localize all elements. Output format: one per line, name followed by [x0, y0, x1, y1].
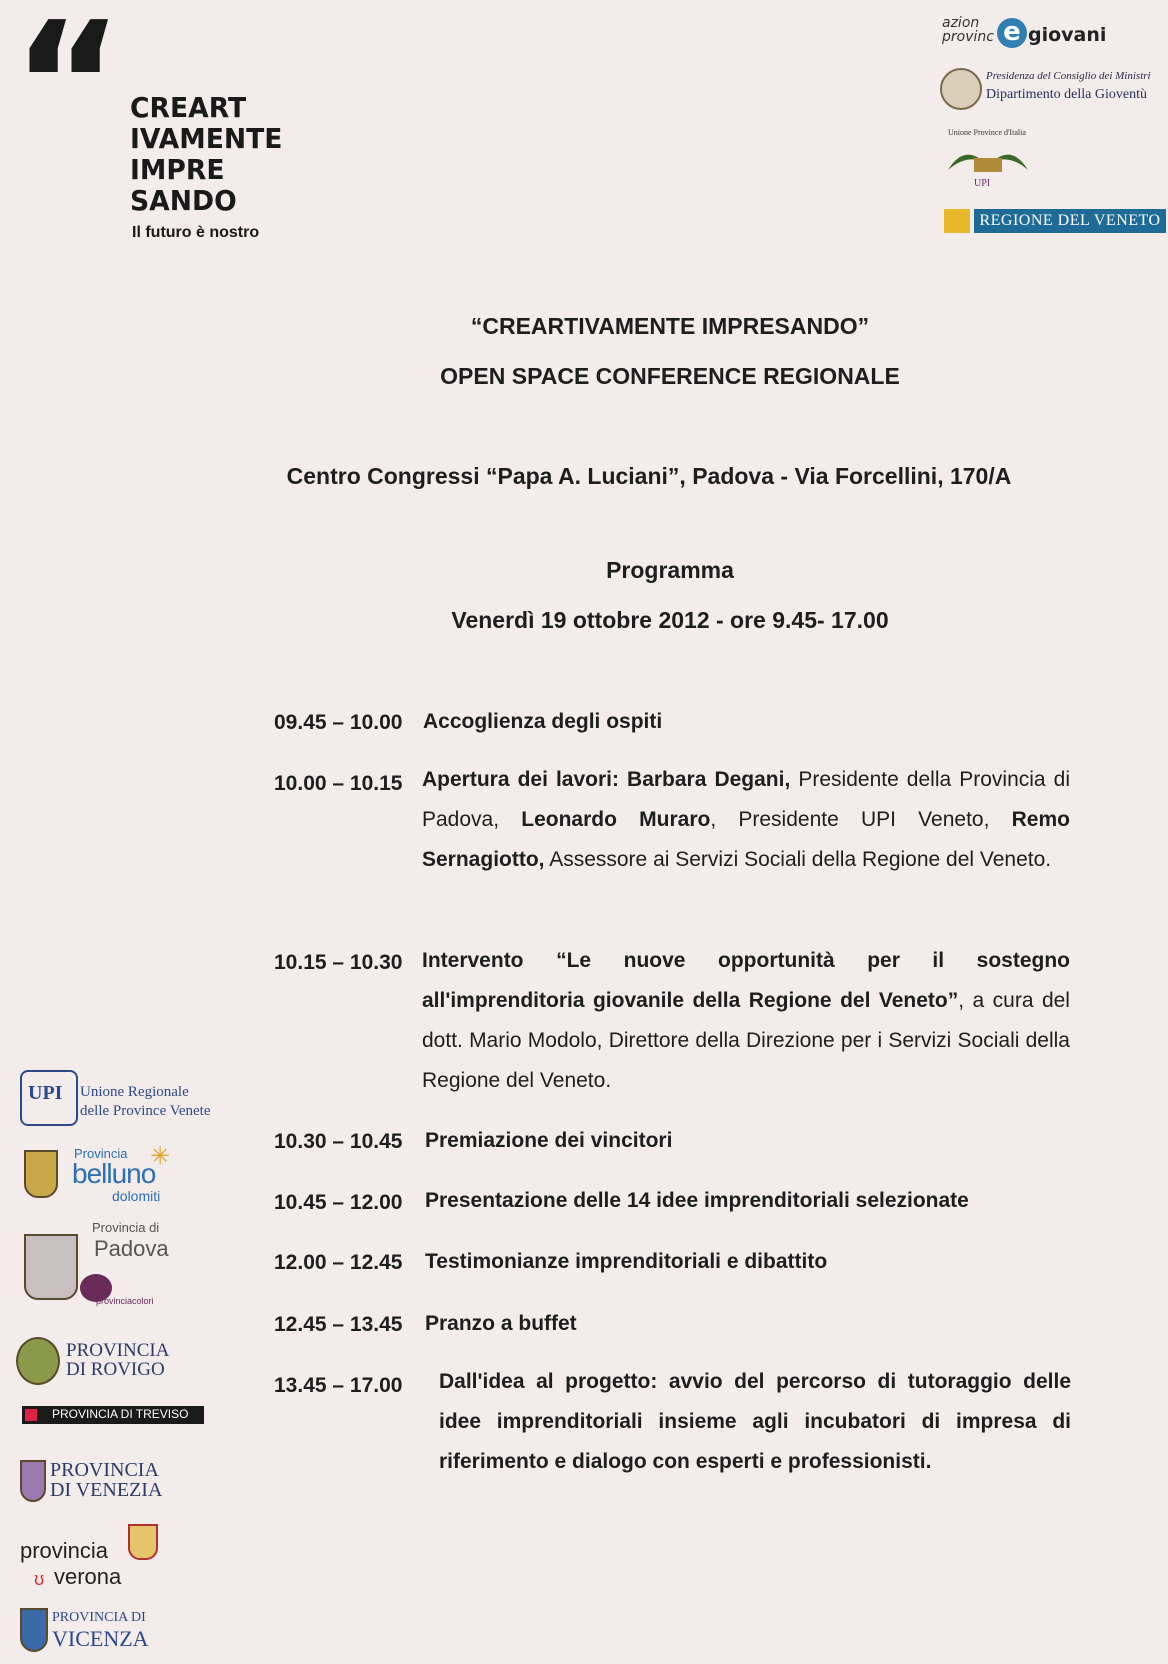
upi-national-logo — [940, 128, 1040, 194]
provincia-treviso-logo — [22, 1406, 204, 1424]
schedule-item: Presentazione delle 14 idee imprenditoriali selezionate — [425, 1189, 969, 1212]
venezia-line1: PROVINCIA — [50, 1459, 159, 1481]
belluno-shield-icon — [24, 1150, 58, 1198]
padova-small: Provincia di — [92, 1220, 160, 1235]
venezia-line2: DI VENEZIA — [50, 1479, 163, 1501]
speaker-name: Leonardo Muraro — [521, 808, 711, 831]
azione-e-mark: e — [997, 18, 1027, 48]
provincia-belluno-logo — [22, 1142, 182, 1202]
schedule-time: 12.00 – 12.45 — [274, 1251, 403, 1274]
schedule-time: 09.45 – 10.00 — [274, 711, 403, 734]
schedule-time: 10.15 – 10.30 — [274, 951, 403, 974]
item-lead: Intervento “Le nuove opportunità per il sostegno all'imprenditoria giovanile della Regione del Veneto” — [422, 949, 1070, 1012]
quote-mark-logo: “ — [12, 0, 106, 184]
schedule-item: Pranzo a buffet — [425, 1312, 577, 1335]
dipartimento-line2: Dipartimento della Gioventù — [986, 87, 1147, 102]
event-subtitle: OPEN SPACE CONFERENCE REGIONALE — [440, 363, 900, 389]
vicenza-shield-icon — [20, 1608, 48, 1652]
venezia-shield-icon — [20, 1460, 46, 1502]
upi-veneto-logo — [20, 1066, 220, 1128]
padova-shield-icon — [24, 1234, 78, 1300]
treviso-text: PROVINCIA DI TREVISO — [52, 1407, 189, 1421]
rovigo-line1: PROVINCIA — [66, 1340, 170, 1361]
belluno-big: belluno — [72, 1158, 156, 1189]
schedule-time: 10.30 – 10.45 — [274, 1130, 403, 1153]
rovigo-line2: DI ROVIGO — [66, 1359, 165, 1380]
schedule-item: Accoglienza degli ospiti — [423, 710, 663, 733]
upi-badge-text: UPI — [28, 1082, 63, 1104]
schedule-item: Testimonianze imprenditoriali e dibattito — [425, 1250, 828, 1273]
verona-line1: provincia — [20, 1538, 109, 1563]
schedule-time: 13.45 – 17.00 — [274, 1374, 403, 1397]
upi-veneto-line2: delle Province Venete — [80, 1103, 211, 1119]
schedule-time: 10.00 – 10.15 — [274, 772, 403, 795]
provincia-rovigo-logo — [16, 1333, 176, 1389]
speaker-name: Barbara Degani, — [627, 768, 791, 791]
star-icon: ✳ — [150, 1143, 171, 1170]
speaker-role: Assessore ai Servizi Sociali della Regione del Veneto. — [544, 848, 1052, 871]
upi-national-small: Unione Province d'Italia — [948, 128, 1026, 137]
upi-veneto-line1: Unione Regionale — [80, 1084, 189, 1100]
azione-small-text: azion provinc — [942, 15, 994, 45]
provincia-verona-logo — [20, 1524, 170, 1589]
schedule-time: 10.45 – 12.00 — [274, 1191, 403, 1214]
program-heading: Programma — [606, 557, 734, 583]
item-lead: Apertura dei lavori: — [422, 768, 628, 791]
italian-emblem-icon — [940, 68, 982, 110]
upi-veneto-badge-icon — [20, 1070, 78, 1126]
padova-big: Padova — [94, 1236, 169, 1261]
rovigo-emblem-icon — [16, 1337, 60, 1385]
speaker-role: Presidente della Provincia di Padova, — [422, 768, 1070, 831]
brand-wordmark — [130, 92, 291, 216]
rovigo-text — [66, 1341, 169, 1379]
provincia-venezia-logo — [20, 1458, 180, 1504]
brand-line: CREART — [130, 91, 247, 124]
laurel-leaves-icon — [944, 140, 1032, 178]
brand-line: IMPRE — [130, 153, 225, 186]
event-date: Venerdì 19 ottobre 2012 - ore 9.45- 17.00 — [451, 607, 889, 633]
azione-provincegiovani-logo — [942, 16, 1117, 50]
dipartimento-gioventu-logo — [940, 66, 1160, 110]
vicenza-line2: VICENZA — [52, 1626, 149, 1651]
vicenza-line1: PROVINCIA DI — [52, 1610, 146, 1625]
verona-line2: verona — [54, 1564, 122, 1589]
provincia-padova-logo — [22, 1218, 182, 1310]
upi-national-label: UPI — [974, 178, 991, 189]
verona-mark-icon: ʊ — [34, 1569, 45, 1589]
schedule-time: 12.45 – 13.45 — [274, 1313, 403, 1336]
belluno-sub: dolomiti — [112, 1188, 161, 1204]
provincia-vicenza-logo — [20, 1606, 170, 1652]
brand-tagline: Il futuro è nostro — [132, 224, 260, 241]
treviso-icon — [25, 1409, 37, 1421]
speaker-role: , Presidente UPI Veneto, — [710, 808, 1012, 831]
schedule-item: Dall'idea al progetto: avvio del percorso di tutoraggio delle idee imprenditoriali insieme agli incubatori di impresa di riferimento e dialogo con esperti e professionisti. — [439, 1370, 1071, 1473]
venezia-text — [50, 1460, 162, 1500]
event-title: “CREARTIVAMENTE IMPRESANDO” — [470, 313, 870, 339]
brand-line: IVAMENTE — [130, 122, 283, 155]
verona-shield-icon — [128, 1524, 158, 1560]
dipartimento-line1: Presidenza del Consiglio dei Ministri — [986, 70, 1151, 82]
belluno-small: Provincia — [74, 1146, 128, 1161]
padova-colori: provinciacolori — [96, 1296, 154, 1306]
item-detail: , a cura del dott. Mario Modolo, Direttore della Direzione per i Servizi Sociali della Regione del Veneto. — [422, 989, 1070, 1092]
schedule-item — [422, 760, 1070, 880]
regione-veneto-logo — [944, 209, 1166, 233]
azione-giovani-text: giovani — [1028, 24, 1107, 46]
brand-line: SANDO — [130, 184, 237, 217]
lion-of-venice-icon — [944, 209, 970, 233]
schedule-item — [422, 941, 1070, 1101]
schedule-item: Premiazione dei vincitori — [425, 1129, 673, 1152]
regione-veneto-label: REGIONE DEL VENETO — [974, 209, 1166, 233]
speaker-name: Remo Sernagiotto, — [422, 808, 1070, 871]
event-venue: Centro Congressi “Papa A. Luciani”, Padova - Via Forcellini, 170/A — [286, 463, 1012, 489]
